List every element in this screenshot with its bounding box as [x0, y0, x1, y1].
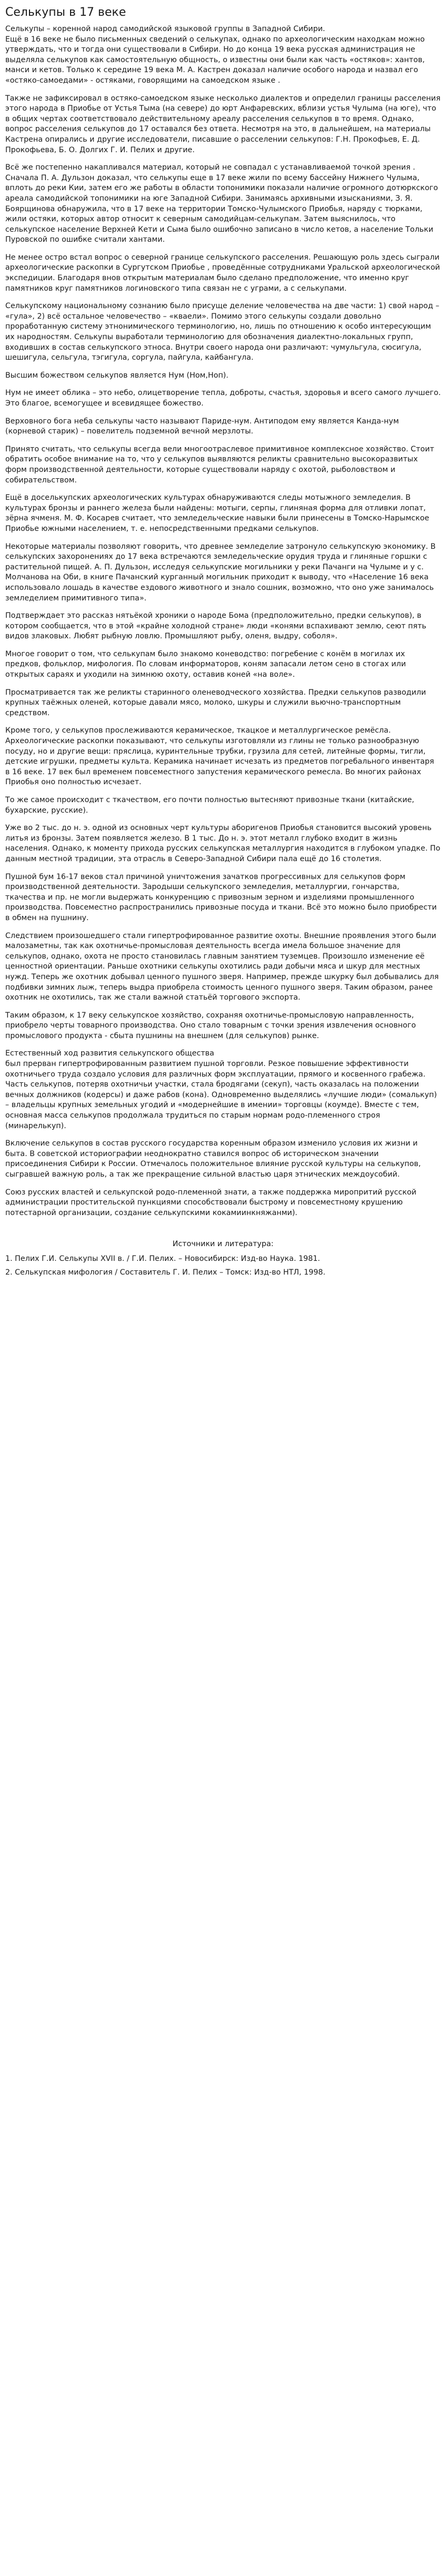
paragraph-northern-border: Не менее остро встал вопрос о северной границе селькупского расселения. Решающую роль здесь сыграли археологические раскопки в Сургутском Приобье , проведённые сотрудниками Уральской археологической экспедиции. Благодаря внов открытым материалам было сделано предположение, что именно круг памятников круг памятников логиновского типа связан не с уграми, а с селькупами.	[5, 253, 440, 293]
paragraph-metallurgy: Уже во 2 тыс. до н. э. одной из основных черт культуры аборигенов Приобья становится высокий уровень литья из бронзы. Затем появляется железо. В 1 тыс. До н. э. этот металл глубоко входит в жизнь населения. Однако, к моменту прихода русских селькупская металлургия находится в глубоком упадке. По данным местной традиции, эта отрасль в Северо-Западной Сибири пала ещё до 16 столетия.	[5, 824, 441, 863]
paragraph-alliance: Союз русских властей и селькупской родо-племенной знати, а также поддержка миропритий русской администрации простительской пункциями способствовали быстрому и повсеместному крушению потестарной организации, создание селькупскими кокамиинкняжанми).	[5, 1188, 417, 1217]
paragraph-dulzon-research: Всё же постепенно накапливался материал, который не совпадал с устанавливаемой точкой зрения . Сначала П. А. Дульзон доказал, что селькупы еще в 17 веке жили по всему бассейну Нижнего Чулыма, вплоть до реки Кии, затем его же работы в области топонимики показали наличие огромного дотюркского ареала самодийской топонимики на юге Западной Сибири. Занимаясь архивными изысканиями, З. Я. Боярщинова обнаружила, что в 17 веке на территории Томско-Чулымского Приобья, наряду с тюрками, жили остяки, которых автор относит к северным самодийцам-селькупам. Затем выяснилось, что селькупское население Верхней Кети и Сыма было ошибочно записано в число кетов, а население Тольки Пуровской по ошибке считали хантами.	[5, 163, 438, 244]
source-item: 2. Селькупская мифология / Составитель Г. И. Пелих – Томск: Изд-во НТЛ, 1998.	[5, 1268, 325, 1277]
sources-heading: Источники и литература:	[172, 1240, 274, 1249]
source-item: 1. Пелих Г.И. Селькупы XVII в. / Г.И. Пелих. – Новосибирск: Изд-во Наука. 1981.	[5, 1254, 320, 1263]
paragraph-hunting: Следствием произошедшего стали гипертрофированное развитие охоты. Внешние проявления этого были малозаметны, так как охотничье-промысловая деятельность всегда имела большое значение для селькупов, однако, охота не просто становилась главным занятием туземцев. Произошло изменение её ценностной ориентации. Раньше охотники селькупы охотились ради добычи мяса и шкур для местных нужд. Теперь же охотник добывал ценного пушного зверя. Например, прежде шкурку был добывались для подбивки зимних лыж, теперь выдра приобрела стоимость ценного пушного зверя. Таким образом, ранее охотник не охотились, так же стали важной статьёй торгового экспорта.	[5, 931, 439, 1002]
paragraph-intro: Селькупы – коренной народ самодийской языковой группы в Западной Сибири. Ещё в 16 веке не было письменных сведений о селькупах, однако по археологическим находкам можно утверждать, что и тогда они существовали в Сибири. Но до конца 19 века русская администрация не выделяла селькупов как самостоятельную общность, о известны они были как часть «остяков»: хантов, манси и кетов. Только к середине 19 века М. А. Кастрен доказал наличие особого народа и назвал его «остяко-самоедами» - остяками, говорящими на самоедском языке .	[5, 25, 425, 85]
paragraph-num: Нум не имеет облика – это небо, олицетворение тепла, доброты, счастья, здоровья и всего самого лучшего. Это благое, всемогущее и всевидящее божество.	[5, 389, 441, 408]
paragraph-reindeer: Просматривается так же реликты старинного оленеводческого хозяйства. Предки селькупов разводили крупных таёжных оленей, которые давали мясо, молоко, шкуры и служили вьючно-транспортным средством.	[5, 688, 427, 717]
paragraph-horse-breeding: Многое говорит о том, что селькупам было знакомо коневодство: погребение с конём в могилах их предков, фольклор, мифология. По словам информаторов, коням запасали летом сено в стогах или открытых сараях и уходили на зимнюю охоту, оставив коней «на воле».	[5, 649, 406, 679]
paragraph-castren-dialects: Также не зафиксировал в остяко-самоедском языке несколько диалектов и определил границы расселения этого народа в Приобье от Устья Тыма (на севере) до юрт Анфаревских, вблизи устья Чулыма (на юге), что в общих чертах соответствовало действительному ареалу расселения селькупов в то время. Однако, вопрос расселения селькупов до 17 оставался без ответа. Несмотря на это, в дальнейшем, на материалы Кастрена опирались и другие исследователи, писавшие о расселении селькупов: Г.Н. Прокофьев, Е. Д. Прокофьева, Б. О. Долгих Г. И. Пелих и другие.	[5, 94, 441, 154]
paragraph-social-change: Естественный ход развития селькупского общества был прерван гипертрофированным развитием пушной торговли. Резкое повышение эффективности охотничьего труда создало условия для различных форм эксплуатации, прямого и косвенного грабежа. Часть селькупов, потеряв охотничьи участки, стала бродягами (секуп), часть оказалась на положении вечных должников (кодерсы) и даже рабов (кона). Одновременно выделялись «лучшие люди» (сомалькуп) – владельцы крупных земельных угодий и «модернейшие в имении» торговцы (коумде). Вместе с тем, основная масса селькупов продолжала трудиться по старым нормам родо-племенного строя (минарелькуп).	[5, 1049, 437, 1130]
paragraph-paride-num: Верховного бога неба селькупы часто называют Париде-нум. Антиподом ему является Канда-нум (корневой старик) – повелитель подземной вечной мерзлоты.	[5, 417, 399, 436]
paragraph-russia-inclusion: Включение селькупов в состав русского государства коренным образом изменило условия их жизни и быта. В советской историографии неоднократно ставился вопрос об историческом значении присоединения Сибири к России. Отмечалось положительное влияние русской культуры на селькупов, сыгравшей важную роль, а так же прекращение сильной властью царя этнических междоусобий.	[5, 1139, 421, 1179]
paragraph-supreme-deity: Высшим божеством селькупов является Нум (Ном,Ноп).	[5, 371, 229, 380]
paragraph-economy: Принято считать, что селькупы всегда вели многоотраслевое примитивное комплексное хозяйство. Стоит обратить особое внимание на то, что у селькупов выявляются реликты сравнительно высокоразвитых форм производственной деятельности, которые существовали наряду с охотой, рыболовством и собирательством.	[5, 445, 434, 485]
paragraph-agriculture-traces: Ещё в доселькупских археологических культурах обнаруживаются следы мотыжного земледелия. В культурах бронзы и раннего железа были найдены: мотыги, серпы, глиняная форма для отливки лопат, зёрна ячменя. М. Ф. Косарев считает, что земледельческие навыки были принесены в Томско-Нарымское Приобье южными населением, т. е. непосредственными предками селькупов.	[5, 494, 430, 533]
paragraph-commodity: Таким образом, к 17 веку селькупское хозяйство, сохраняя охотничье-промысловую направленность, приобрело черты товарного производства. Оно стало товарным с точки зрения извлечения основного промыслового продукта - сбыта пушнины на внешнем (для селькупов) рынке.	[5, 1011, 416, 1040]
paragraph-weaving: То же самое происходит с ткачеством, его почти полностью вытесняют привозные ткани (китайские, бухарские, русские).	[5, 796, 414, 815]
paragraph-ethnonyms: Селькупскому национальному сознанию было присуще деление человечества на две части: 1) свой народ – «гула», 2) всё остальное человечество – «кваели». Помимо этого селькупы создали довольно проработанную систему этнонимического терминологию, но, лишь по отношению к особо интересующим их народностям. Селькупы выработали терминологию для обозначения диалектно-локальных групп, входивших в состав селькупского этноса. Внутри своего народа они различают: чумульгула, сюсигула, шешигула, сельгула, тэгигула, соргула, пайгула, кайбангула.	[5, 302, 440, 362]
paragraph-crafts: Кроме того, у селькупов прослеживаются керамическое, ткацкое и металлургическое ремёсла. Археологические раскопки показывают, что селькупы изготовляли из глины не только разнообразную посуду, но и другие вещи: пряслица, куринтельные трубки, грузила для сетей, литейные формы, тигли, детские игрушки, предметы культа. Керамика начинает исчезать из предметов погребального инвентаря в 16 веке. 17 век был временем повсеместного запустения керамического ремесла. Во многих районах Приобья оно полностью исчезает.	[5, 726, 434, 787]
paragraph-agriculture-evidence: Некоторые материалы позволяют говорить, что древнее земледелие затронуло селькупскую экономику. В селькупских захоронениях до 17 века встречаются земледельческие орудия труда и глиняные горшки с растительной пищей. А. П. Дульзон, исследуя селькупские могильники у реки Пачанги на Чулыме и у с. Молчанова на Оби, в книге Пачанский курганный могильник приходит к выводу, что «Население 16 века использовало лошадь в качестве ездового животного и знало сошник, возможно, что оно уже занималось земледелием примитивного типа».	[5, 542, 436, 603]
article-title: Селькупы в 17 веке	[5, 6, 126, 19]
paragraph-chronicle: Подтверждает это рассказ нятьёкой хроники о народе Бома (предположительно, предки селькупов), в котором сообщается, что в этой «крайне холодной стране» люди «конями вспахивают землю, сеют пять видов злаковых. Любят рыбную ловлю. Промышляют рыбу, оленя, выдру, соболя».	[5, 611, 427, 641]
paragraph-fur-boom: Пушной бум 16-17 веков стал причиной уничтожения зачатков прогрессивных для селькупов форм производственной деятельности. Зародыши селькупского земледелия, металлургии, гончарства, ткачества и пр. не могли выдержать конкуренцию с привозным зерном и изделиями промышленного производства. Повсеместно распространились привозные посуда и ткани. Всё это можно было приобрести в обмен на пушнину.	[5, 872, 437, 922]
